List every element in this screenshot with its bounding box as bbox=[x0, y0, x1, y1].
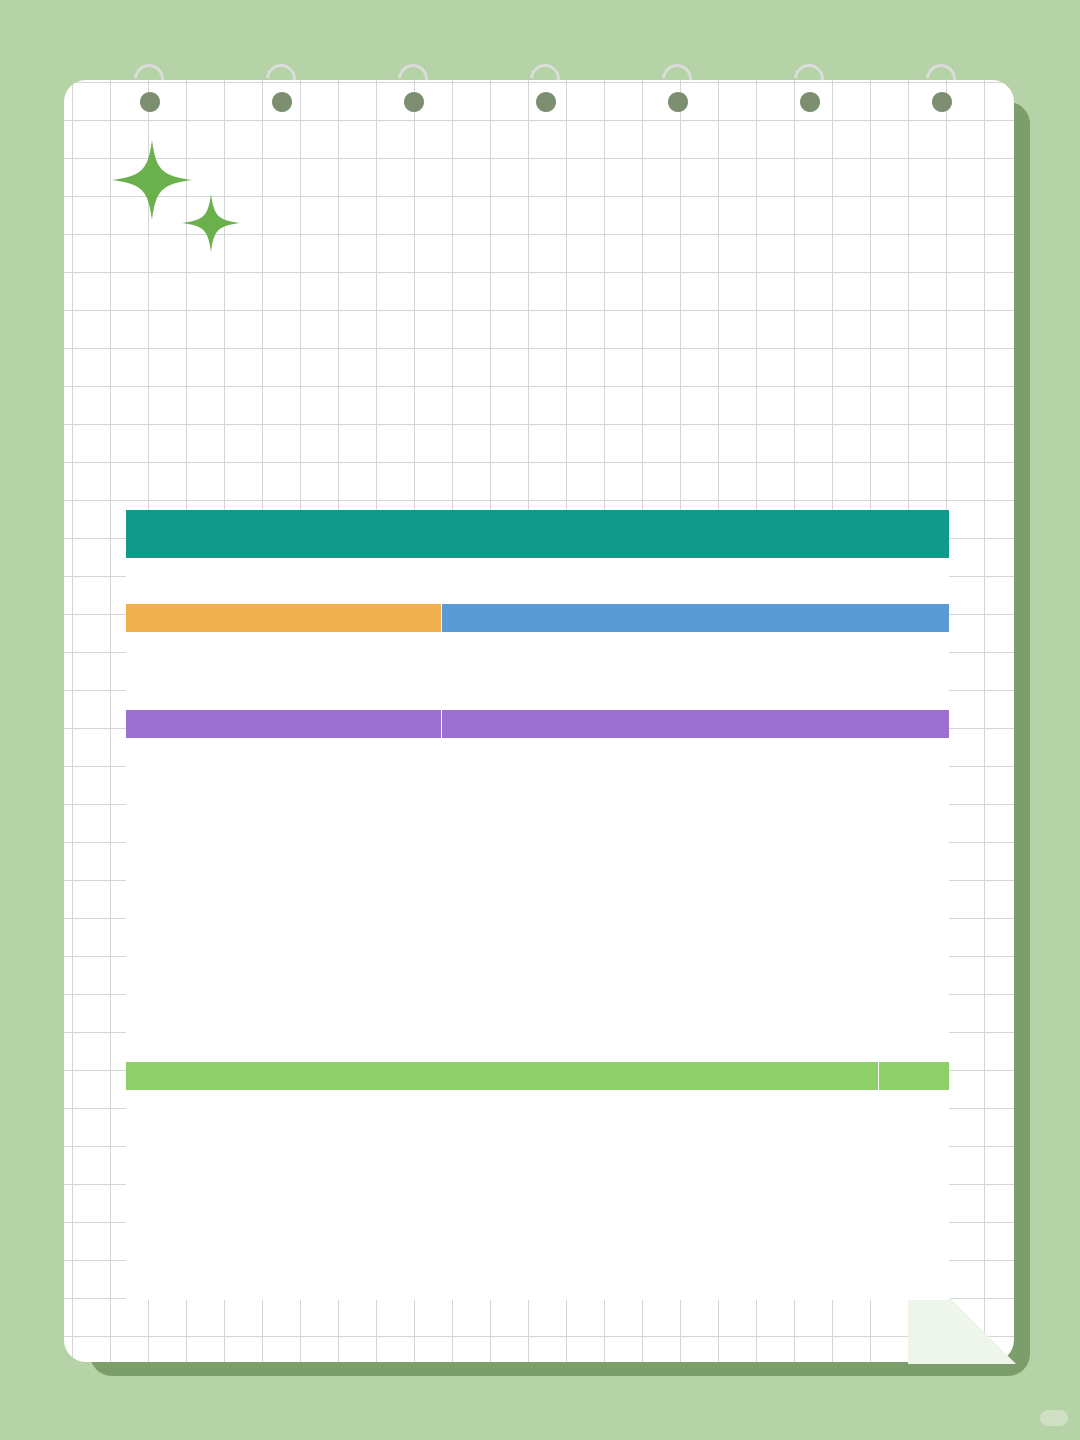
last-week-header bbox=[126, 604, 441, 632]
record-header bbox=[126, 710, 441, 738]
issues-header bbox=[442, 710, 949, 738]
bullet-item bbox=[180, 398, 220, 454]
sheet-title bbox=[126, 510, 949, 558]
ring-icon bbox=[926, 64, 956, 104]
next-notes-header bbox=[442, 604, 949, 632]
ring-icon bbox=[134, 64, 164, 104]
weekly-plan-sheet bbox=[126, 510, 949, 1300]
ring-icon bbox=[794, 64, 824, 104]
watermark-badge bbox=[1040, 1410, 1068, 1426]
next-plan-header bbox=[126, 1062, 878, 1090]
bullet-item bbox=[180, 342, 220, 398]
ring-icon bbox=[398, 64, 428, 104]
bullet-item bbox=[180, 452, 220, 508]
ring-icon bbox=[530, 64, 560, 104]
ring-icon bbox=[662, 64, 692, 104]
sparkle-icon bbox=[182, 194, 240, 252]
ring-icon bbox=[266, 64, 296, 104]
next-plan-header-fill bbox=[879, 1062, 949, 1090]
sparkle-icon bbox=[112, 140, 192, 220]
